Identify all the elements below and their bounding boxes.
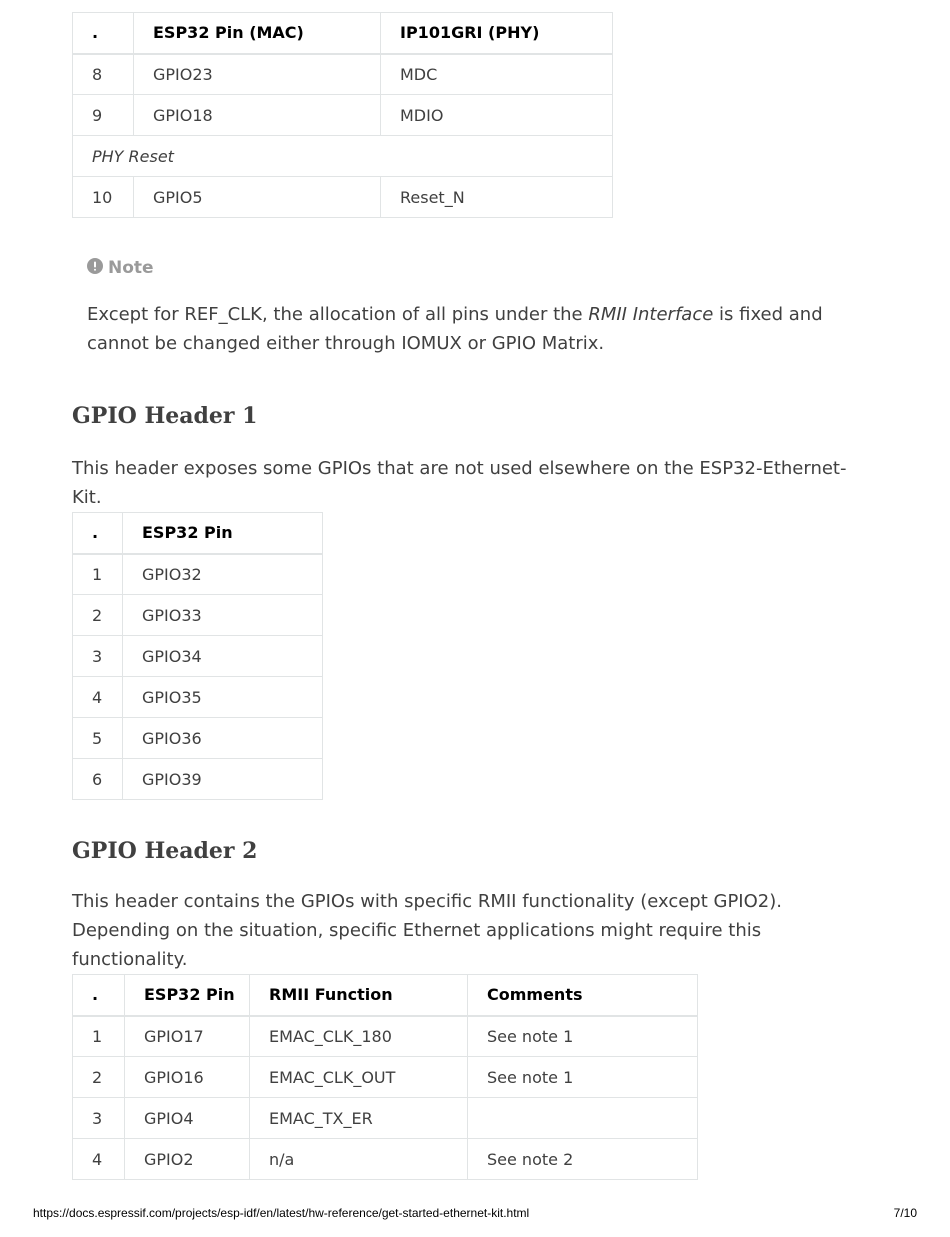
table-cell: 8 xyxy=(73,54,134,95)
table-row xyxy=(73,1057,698,1098)
table-cell: EMAC_CLK_180 xyxy=(250,1016,468,1057)
table-header-row xyxy=(73,513,323,554)
table-header-row xyxy=(73,975,698,1016)
table-cell: MDC xyxy=(381,54,613,95)
column-header: RMII Function xyxy=(250,975,468,1016)
table-cell: EMAC_CLK_OUT xyxy=(250,1057,468,1098)
table-cell: EMAC_TX_ER xyxy=(250,1098,468,1139)
phy-reset-section-label: PHY Reset xyxy=(73,136,613,177)
table-cell: GPIO16 xyxy=(125,1057,250,1098)
table-row xyxy=(73,759,323,800)
note-title xyxy=(87,256,887,280)
table-cell: GPIO17 xyxy=(125,1016,250,1057)
table-cell: See note 1 xyxy=(468,1057,698,1098)
table-cell: GPIO39 xyxy=(123,759,323,800)
table-cell: 1 xyxy=(73,554,123,595)
table-cell: 4 xyxy=(73,677,123,718)
column-header: Comments xyxy=(468,975,698,1016)
column-header: ESP32 Pin xyxy=(123,513,323,554)
gpio-header-2-heading: GPIO Header 2 xyxy=(72,838,258,864)
column-header: ESP32 Pin (MAC) xyxy=(134,13,381,54)
table-cell: GPIO32 xyxy=(123,554,323,595)
table-cell: MDIO xyxy=(381,95,613,136)
table-cell: 9 xyxy=(73,95,134,136)
table-row xyxy=(73,554,323,595)
note-title-label: Note xyxy=(108,258,154,278)
gpio-header-2-table xyxy=(72,974,698,1180)
table-header-row xyxy=(73,13,613,54)
mac-phy-pin-table xyxy=(72,12,613,218)
note-text-before: Except for REF_CLK, the allocation of all pins under the xyxy=(87,304,589,325)
table-cell: 2 xyxy=(73,1057,125,1098)
table-row xyxy=(73,1016,698,1057)
footer-page-number: 7/10 xyxy=(893,1206,917,1220)
table-row xyxy=(73,595,323,636)
table-cell: Reset_N xyxy=(381,177,613,218)
table-cell: 6 xyxy=(73,759,123,800)
table-cell: 1 xyxy=(73,1016,125,1057)
table-cell: GPIO4 xyxy=(125,1098,250,1139)
table-cell: GPIO2 xyxy=(125,1139,250,1180)
table-cell: n/a xyxy=(250,1139,468,1180)
table-cell: GPIO36 xyxy=(123,718,323,759)
table-cell: See note 1 xyxy=(468,1016,698,1057)
note-admonition xyxy=(87,256,887,358)
footer-url: https://docs.espressif.com/projects/esp-idf/en/latest/hw-reference/get-started-ethernet-kit.html xyxy=(33,1206,530,1220)
table-row xyxy=(73,636,323,677)
column-header: . xyxy=(73,13,134,54)
table-cell: 5 xyxy=(73,718,123,759)
table-cell: GPIO5 xyxy=(134,177,381,218)
table-cell xyxy=(468,1098,698,1139)
column-header: . xyxy=(73,513,123,554)
table-cell: GPIO18 xyxy=(134,95,381,136)
table-row xyxy=(73,95,613,136)
note-text-after: is fixed and cannot be changed either through IOMUX or GPIO Matrix. xyxy=(87,304,823,354)
table-cell: 3 xyxy=(73,636,123,677)
table-cell: GPIO34 xyxy=(123,636,323,677)
column-header: . xyxy=(73,975,125,1016)
table-cell: 10 xyxy=(73,177,134,218)
note-text-emphasis: RMII Interface xyxy=(588,304,714,325)
table-row xyxy=(73,1098,698,1139)
exclamation-circle-icon xyxy=(87,258,108,279)
table-row xyxy=(73,1139,698,1180)
table-cell: GPIO35 xyxy=(123,677,323,718)
table-section-row xyxy=(73,136,613,177)
gpio-header-2-description: This header contains the GPIOs with specific RMII functionality (except GPIO2). Depending on the situation, specific Ethernet applications might require this functionality. xyxy=(72,891,782,970)
table-row xyxy=(73,177,613,218)
table-cell: GPIO23 xyxy=(134,54,381,95)
table-cell: 2 xyxy=(73,595,123,636)
column-header: IP101GRI (PHY) xyxy=(381,13,613,54)
table-row xyxy=(73,54,613,95)
gpio-header-1-table xyxy=(72,512,323,800)
table-cell: 3 xyxy=(73,1098,125,1139)
column-header: ESP32 Pin xyxy=(125,975,250,1016)
note-body xyxy=(87,300,887,358)
gpio-header-1-description: This header exposes some GPIOs that are not used elsewhere on the ESP32-Ethernet-Kit. xyxy=(72,458,847,508)
table-cell: See note 2 xyxy=(468,1139,698,1180)
table-cell: GPIO33 xyxy=(123,595,323,636)
table-cell: 4 xyxy=(73,1139,125,1180)
table-row xyxy=(73,677,323,718)
gpio-header-1-heading: GPIO Header 1 xyxy=(72,403,258,429)
table-row xyxy=(73,718,323,759)
